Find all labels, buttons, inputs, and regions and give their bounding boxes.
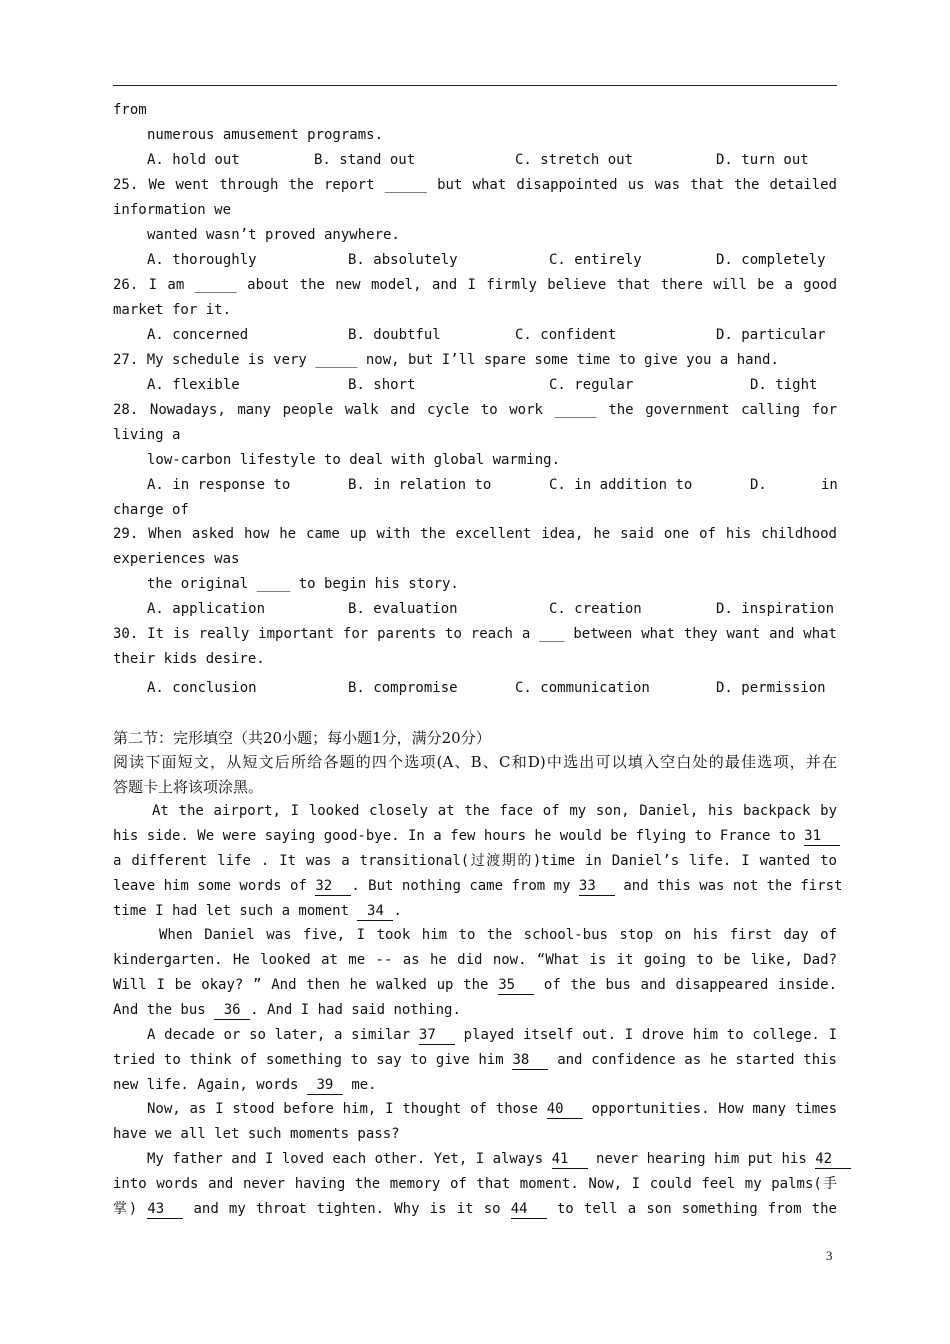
option-b: B. short: [348, 377, 416, 393]
option-d: D. tight: [750, 377, 818, 393]
passage-line: leave him some words of 32 . But nothing came from my 33 and this was not the first: [113, 878, 843, 894]
passage-line: And the bus 36 . And I had said nothing.: [113, 1002, 461, 1018]
passage-line: When Daniel was five, I took him to the school-bus stop on his first day of: [159, 927, 837, 943]
passage-line: kindergarten. He looked at me -- as he did now. “What is it going to be like, Dad?: [113, 952, 837, 968]
option-a: A. thoroughly: [147, 252, 257, 268]
option-d: D. turn out: [716, 152, 809, 168]
option-d: D. completely: [716, 252, 826, 268]
passage-line: into words and never having the memory of that moment. Now, I could feel my palms(手: [113, 1176, 837, 1192]
option-c: C. in addition to: [549, 477, 693, 493]
passage-line: At the airport, I looked closely at the face of my son, Daniel, his backpack by: [152, 803, 837, 819]
blank-37: 37: [419, 1027, 455, 1045]
option-d: D. particular: [716, 327, 826, 343]
blank-38: 38: [512, 1052, 548, 1070]
question-25-cont: information we: [113, 202, 232, 218]
q24-line: from: [113, 102, 147, 118]
option-b: B. doubtful: [348, 327, 441, 343]
blank-36: 36: [214, 1002, 250, 1020]
question-28: 28. Nowadays, many people walk and cycle to work _____ the government calling for: [113, 402, 837, 418]
passage-line: new life. Again, words 39 me.: [113, 1077, 377, 1093]
question-29: 29. When asked how he came up with the excellent idea, he said one of his childhood: [113, 526, 837, 542]
page-number: 3: [826, 1248, 833, 1263]
option-c: C. stretch out: [515, 152, 634, 168]
passage-line: A decade or so later, a similar 37 played itself out. I drove him to college. I: [147, 1027, 837, 1043]
passage-line: have we all let such moments pass?: [113, 1126, 400, 1142]
question-26-cont: market for it.: [113, 302, 232, 318]
question-25: 25. We went through the report _____ but what disappointed us was that the detailed: [113, 177, 837, 193]
question-26: 26. I am _____ about the new model, and I firmly believe that there will be a good: [113, 277, 837, 293]
option-a: A. conclusion: [147, 680, 257, 696]
blank-33: 33: [579, 878, 615, 896]
option-a: A. hold out: [147, 152, 240, 168]
option-a: A. application: [147, 601, 266, 617]
q28-option-d-cont: charge of: [113, 502, 189, 518]
option-a: A. flexible: [147, 377, 240, 393]
option-c: C. communication: [515, 680, 650, 696]
passage-line: 掌) 43 and my throat tighten. Why is it so 44 to tell a son something from the: [113, 1201, 837, 1217]
blank-35: 35: [498, 977, 534, 995]
blank-43: 43: [147, 1201, 183, 1219]
option-b: B. evaluation: [348, 601, 458, 617]
option-b: B. absolutely: [348, 252, 458, 268]
question-30: 30. It is really important for parents to reach a ___ between what they want and what: [113, 626, 837, 642]
option-a: A. concerned: [147, 327, 249, 343]
option-a: A. in response to: [147, 477, 291, 493]
option-d: D. inspiration: [716, 601, 835, 617]
option-c: C. confident: [515, 327, 617, 343]
passage-line: his side. We were saying good-bye. In a few hours he would be flying to France to 31: [113, 824, 837, 849]
question-29-cont: experiences was: [113, 551, 240, 567]
passage-line: time I had let such a moment 34 .: [113, 903, 402, 919]
question-28-cont: low-carbon lifestyle to deal with global warming.: [147, 452, 561, 468]
question-29-cont: the original ____ to begin his story.: [147, 576, 459, 592]
question-30-cont: their kids desire.: [113, 651, 265, 667]
question-28-cont: living a: [113, 427, 181, 443]
option-c: C. regular: [549, 377, 634, 393]
blank-31: 31: [804, 828, 840, 846]
option-c: C. creation: [549, 601, 642, 617]
blank-32: 32: [315, 878, 351, 896]
passage-line: Will I be okay? ” And then he walked up the 35 of the bus and disappeared inside.: [113, 977, 838, 993]
option-d: D.: [750, 477, 767, 493]
passage-line: tried to think of something to say to give him 38 and confidence as he started this: [113, 1052, 837, 1068]
blank-34: 34: [357, 903, 393, 921]
section-heading: 第二节：完形填空（共20小题；每小题1分，满分20分）: [113, 729, 491, 747]
blank-44: 44: [511, 1201, 547, 1219]
option-b: B. compromise: [348, 680, 458, 696]
question-25-cont: wanted wasn’t proved anywhere.: [147, 227, 400, 243]
header-rule: [113, 85, 837, 86]
option-b: B. stand out: [314, 152, 416, 168]
passage-line: Now, as I stood before him, I thought of those 40 opportunities. How many times: [147, 1101, 837, 1117]
section-instructions-cont: 答题卡上将该项涂黑。: [113, 778, 264, 796]
blank-39: 39: [307, 1077, 343, 1095]
option-c: C. entirely: [549, 252, 642, 268]
option-b: B. in relation to: [348, 477, 492, 493]
q24-line: numerous amusement programs.: [147, 127, 384, 143]
option-d: D. permission: [716, 680, 826, 696]
blank-40: 40: [547, 1101, 583, 1119]
blank-41: 41: [552, 1151, 588, 1169]
option-d-text: in: [821, 477, 838, 493]
passage-line: My father and I loved each other. Yet, I always 41 never hearing him put his 42: [147, 1147, 837, 1172]
section-instructions: 阅读下面短文，从短文后所给各题的四个选项(A、B、C和D)中选出可以填入空白处的最佳选项，并在: [113, 753, 837, 771]
blank-42: 42: [815, 1151, 851, 1169]
passage-line: a different life . It was a transitional(过渡期的)time in Daniel’s life. I wanted to: [113, 853, 837, 869]
question-27: 27. My schedule is very _____ now, but I’ll spare some time to give you a hand.: [113, 352, 779, 368]
